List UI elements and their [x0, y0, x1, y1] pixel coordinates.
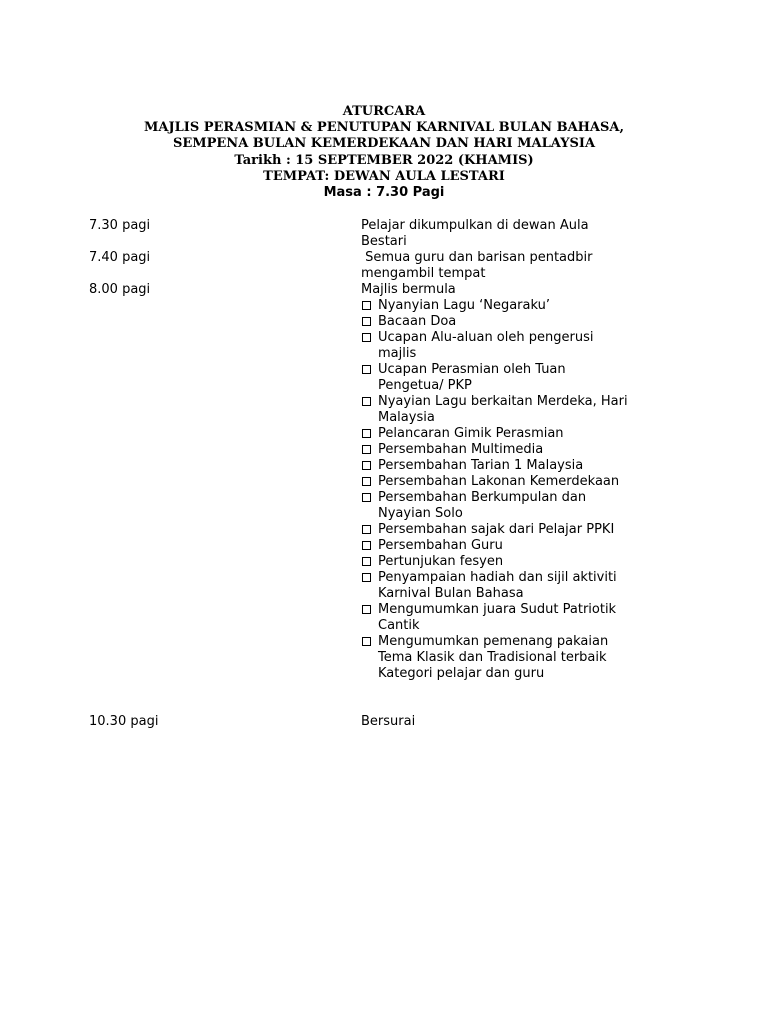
list-item-label: Pertunjukan fesyen — [378, 554, 504, 569]
checkbox-icon — [362, 573, 371, 582]
checkbox-icon — [362, 445, 371, 454]
list-item — [361, 634, 631, 682]
document-header — [0, 104, 768, 201]
header-venue: TEMPAT: DEWAN AULA LESTARI — [263, 168, 505, 184]
schedule-content — [361, 250, 631, 282]
schedule-time: 7.30 pagi — [89, 218, 151, 233]
checkbox-icon — [362, 397, 371, 406]
schedule-description: Majlis bermula — [361, 282, 456, 297]
checkbox-icon — [362, 541, 371, 550]
list-item-label: Nyayian Lagu berkaitan Merdeka, Hari Malaysia — [378, 394, 628, 425]
header-date: Tarikh : 15 SEPTEMBER 2022 (KHAMIS) — [234, 152, 534, 168]
list-item — [361, 298, 631, 314]
checkbox-icon — [362, 637, 371, 646]
checkbox-icon — [362, 605, 371, 614]
list-item — [361, 570, 631, 602]
list-item-label: Nyanyian Lagu ‘Negaraku’ — [378, 298, 550, 313]
checkbox-icon — [362, 317, 371, 326]
schedule-row — [0, 250, 768, 282]
schedule-content — [361, 282, 631, 682]
schedule-content — [361, 218, 631, 250]
list-item-label: Persembahan sajak dari Pelajar PPKI — [378, 522, 615, 537]
list-item — [361, 426, 631, 442]
list-item — [361, 602, 631, 634]
list-item-label: Mengumumkan juara Sudut Patriotik Cantik — [378, 602, 617, 633]
list-item — [361, 330, 631, 362]
checkbox-icon — [362, 461, 371, 470]
checkbox-icon — [362, 493, 371, 502]
schedule-description: Bersurai — [361, 714, 416, 729]
checkbox-icon — [362, 429, 371, 438]
schedule-table — [0, 218, 768, 730]
schedule-row — [0, 282, 768, 682]
schedule-row — [0, 218, 768, 250]
header-occasion: SEMPENA BULAN KEMERDEKAAN DAN HARI MALAYSIA — [172, 136, 596, 152]
list-item — [361, 362, 631, 394]
schedule-content — [361, 714, 631, 730]
spacer — [0, 682, 768, 714]
checkbox-icon — [362, 365, 371, 374]
list-item-label: Persembahan Lakonan Kemerdekaan — [378, 474, 620, 489]
programme-list — [361, 298, 631, 682]
list-item-label: Pelancaran Gimik Perasmian — [378, 426, 564, 441]
schedule-time: 10.30 pagi — [89, 714, 159, 729]
list-item-label: Persembahan Multimedia — [378, 442, 544, 457]
schedule-time: 7.40 pagi — [89, 250, 151, 265]
list-item-label: Mengumumkan pemenang pakaian Tema Klasik dan Tradisional terbaik Kategori pelajar dan guru — [378, 634, 609, 681]
checkbox-icon — [362, 477, 371, 486]
list-item — [361, 314, 631, 330]
header-event-name: MAJLIS PERASMIAN & PENUTUPAN KARNIVAL BULAN BAHASA, — [143, 120, 625, 136]
list-item-label: Penyampaian hadiah dan sijil aktiviti Karnival Bulan Bahasa — [378, 570, 617, 601]
list-item-label: Persembahan Berkumpulan dan Nyayian Solo — [378, 490, 587, 521]
schedule-time: 8.00 pagi — [89, 282, 151, 297]
schedule-row — [0, 714, 768, 730]
checkbox-icon — [362, 525, 371, 534]
list-item — [361, 538, 631, 554]
list-item — [361, 490, 631, 522]
list-item-label: Persembahan Tarian 1 Malaysia — [378, 458, 584, 473]
list-item — [361, 442, 631, 458]
list-item — [361, 474, 631, 490]
checkbox-icon — [362, 557, 371, 566]
list-item — [361, 394, 631, 426]
schedule-description: Semua guru dan barisan pentadbir mengambil tempat — [361, 250, 597, 281]
list-item — [361, 522, 631, 538]
schedule-description: Pelajar dikumpulkan di dewan Aula Bestari — [361, 218, 589, 249]
header-time: Masa : 7.30 Pagi — [323, 185, 445, 201]
list-item-label: Ucapan Perasmian oleh Tuan Pengetua/ PKP — [378, 362, 566, 393]
checkbox-icon — [362, 301, 371, 310]
list-item-label: Persembahan Guru — [378, 538, 503, 553]
list-item-label: Bacaan Doa — [378, 314, 457, 329]
list-item — [361, 554, 631, 570]
list-item — [361, 458, 631, 474]
checkbox-icon — [362, 333, 371, 342]
header-title: ATURCARA — [342, 104, 426, 119]
list-item-label: Ucapan Alu-aluan oleh pengerusi majlis — [378, 330, 594, 361]
